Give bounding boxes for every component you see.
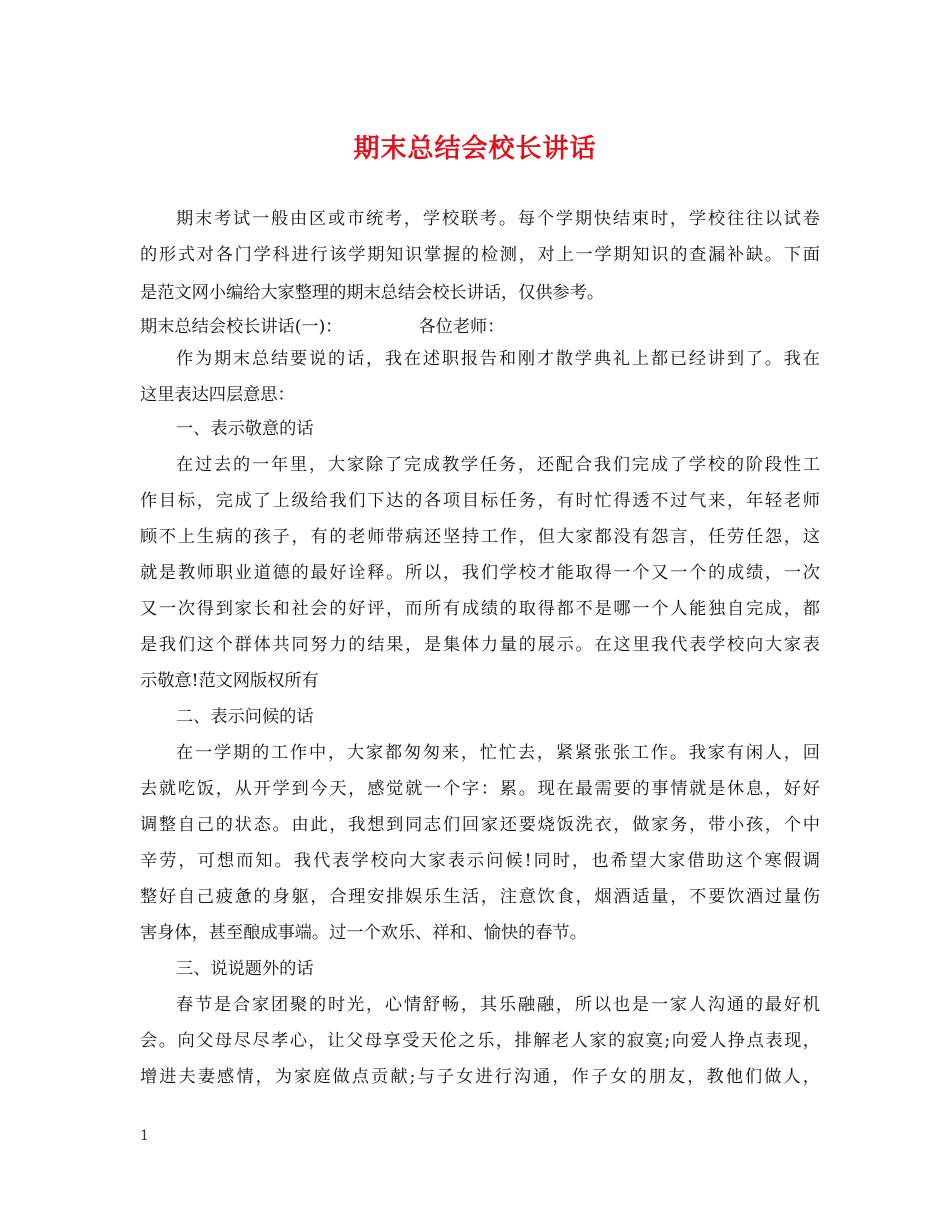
section-heading: 一、表示敬意的话	[176, 419, 314, 439]
section1-line: 作目标，完成了上级给我们下达的各项目标任务，有时忙得透不过气来，年轻老师	[140, 491, 820, 511]
section-heading: 三、说说题外的话	[176, 959, 314, 979]
section1-line: 就是教师职业道德的最好诠释。所以，我们学校才能取得一个又一个的成绩，一次	[140, 563, 820, 583]
section2-line: 在一学期的工作中，大家都匆匆来，忙忙去，紧紧张张工作。我家有闲人，回	[176, 743, 820, 763]
section1-line: 又一次得到家长和社会的好评，而所有成绩的取得都不是哪一个人能独自完成，都	[140, 599, 820, 619]
section2-line: 害身体，甚至酿成事端。过一个欢乐、祥和、愉快的春节。	[140, 923, 587, 943]
intro-line: 的形式对各门学科进行该学期知识掌握的检测，对上一学期知识的查漏补缺。下面	[140, 245, 820, 265]
intro-line: 期末考试一般由区或市统考，学校联考。每个学期快结束时，学校往往以试卷	[176, 209, 820, 229]
intro-line: 是范文网小编给大家整理的期末总结会校长讲话，仅供参考。	[140, 283, 605, 303]
section2-line: 辛劳，可想而知。我代表学校向大家表示问候!同时，也希望大家借助这个寒假调	[140, 851, 820, 871]
salutation: 各位老师：	[418, 317, 505, 337]
section1-line: 是我们这个群体共同努力的结果，是集体力量的展示。在这里我代表学校向大家表	[140, 635, 820, 655]
opening-line: 作为期末总结要说的话，我在述职报告和刚才散学典礼上都已经讲到了。我在	[176, 349, 820, 369]
speech-heading-row	[140, 312, 820, 342]
section3-line: 春节是合家团聚的时光，心情舒畅，其乐融融，所以也是一家人沟通的最好机	[176, 995, 820, 1015]
section2-line: 去就吃饭，从开学到今天，感觉就一个字：累。现在最需要的事情就是休息，好好	[140, 779, 820, 799]
page-title: 期末总结会校长讲话	[353, 134, 597, 164]
section2-line: 整好自己疲惫的身躯，合理安排娱乐生活，注意饮食，烟酒适量，不要饮酒过量伤	[140, 887, 820, 907]
opening-line: 这里表达四层意思：	[140, 385, 295, 405]
page-number: 1	[140, 1128, 149, 1144]
section1-line: 顾不上生病的孩子，有的老师带病还坚持工作，但大家都没有怨言，任劳任怨，这	[140, 527, 820, 547]
section1-line: 在过去的一年里，大家除了完成教学任务，还配合我们完成了学校的阶段性工	[176, 455, 820, 475]
section1-line: 示敬意!范文网版权所有	[140, 671, 319, 691]
section3-line: 会。向父母尽尽孝心，让父母享受天伦之乐，排解老人家的寂寞;向爱人挣点表现，	[140, 1031, 820, 1051]
section2-line: 调整自己的状态。由此，我想到同志们回家还要烧饭洗衣，做家务，带小孩，个中	[140, 815, 820, 835]
speech-heading: 期末总结会校长讲话(一)：	[140, 317, 343, 337]
section-heading: 二、表示问候的话	[176, 707, 314, 727]
section3-line: 增进夫妻感情，为家庭做点贡献;与子女进行沟通，作子女的朋友，教他们做人，	[140, 1067, 820, 1087]
